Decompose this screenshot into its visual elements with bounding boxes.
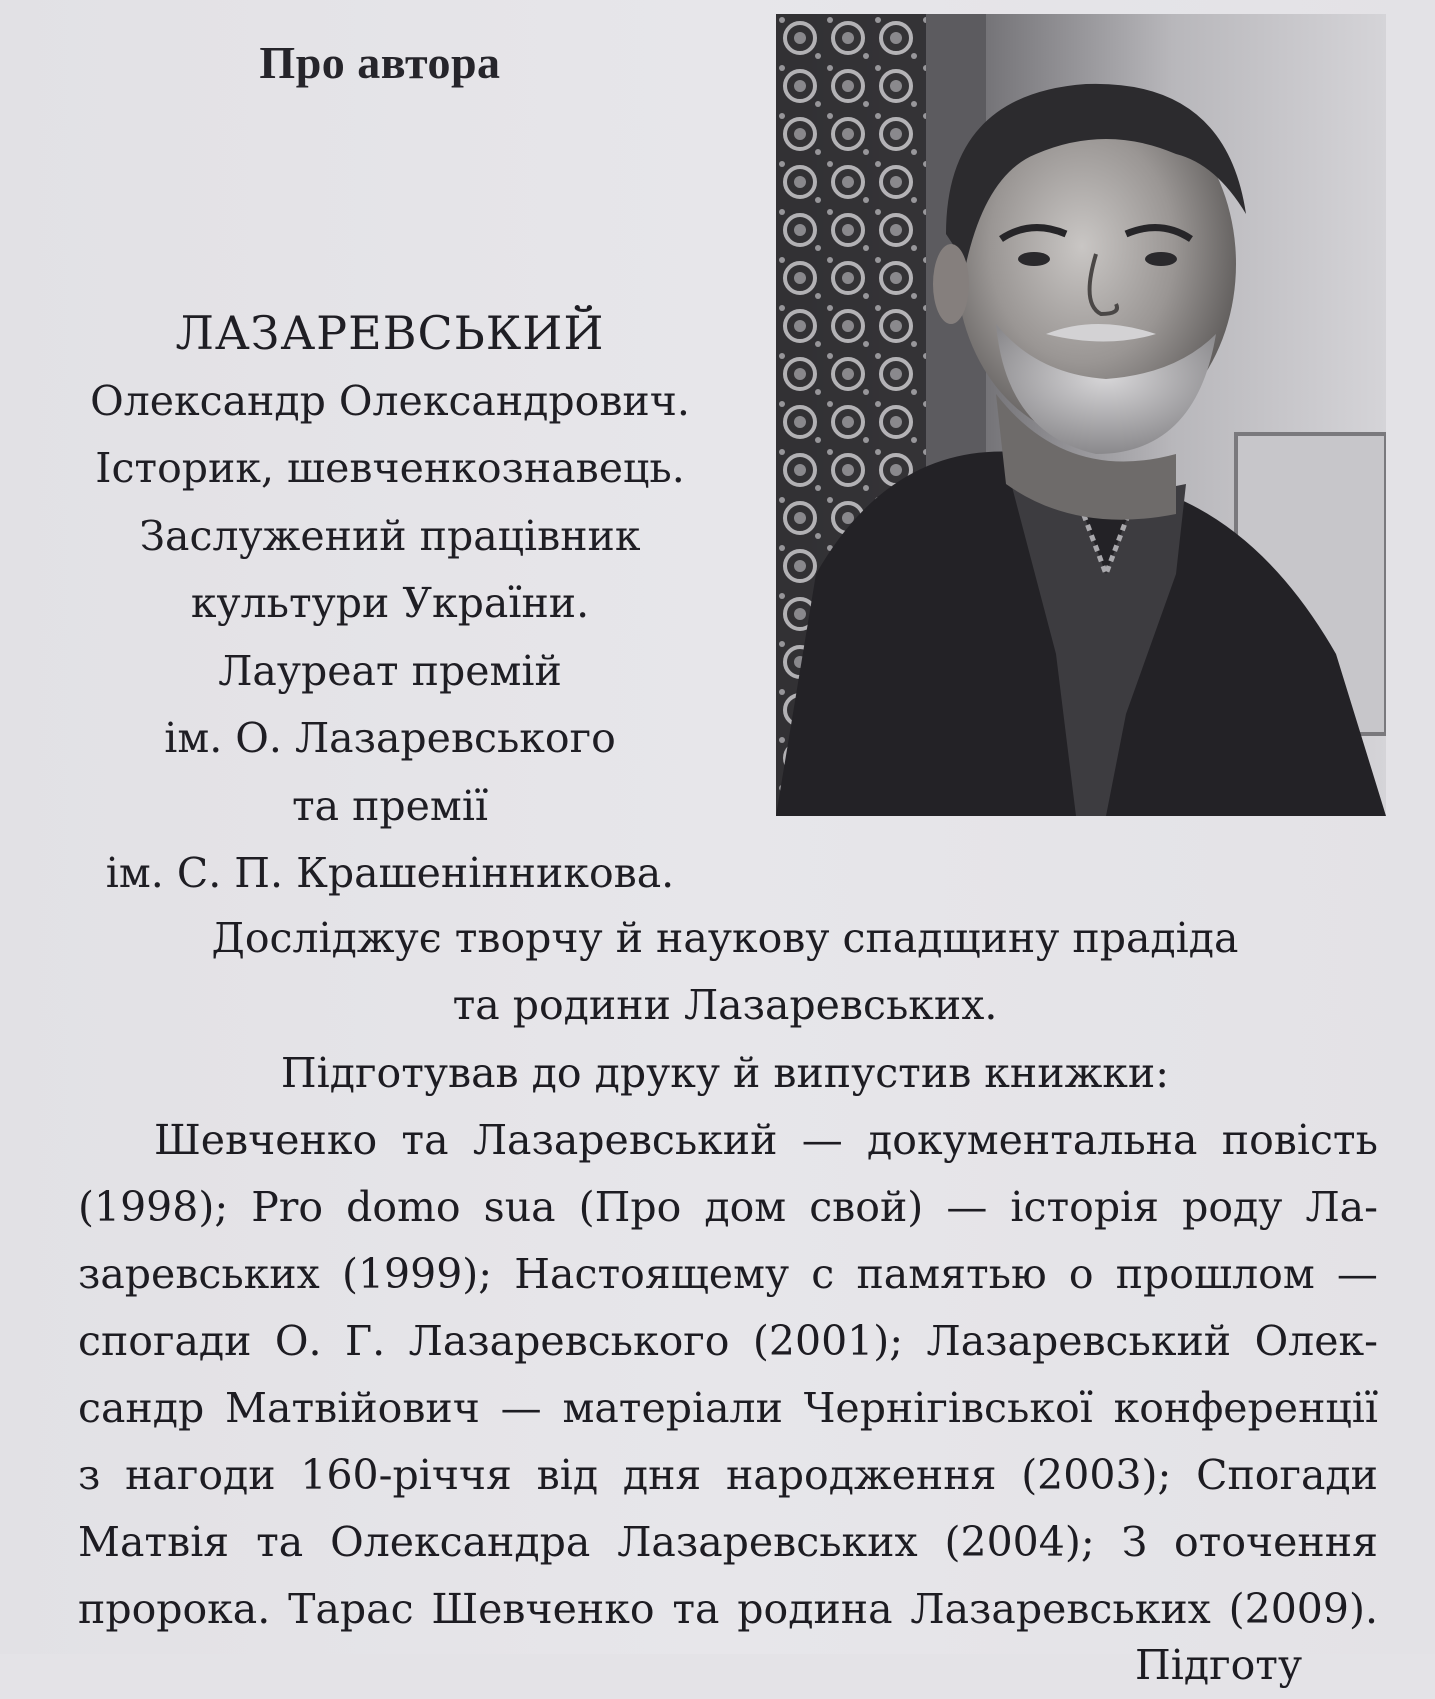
books-intro: Підготував до друку й випустив книжки: [280, 1049, 1170, 1097]
books-line [78, 1107, 1378, 1174]
bio-line: ім. С. П. Крашенінникова. [105, 849, 675, 897]
author-photo [776, 14, 1386, 816]
word: Лазаревського [408, 1317, 730, 1365]
word: історія [1010, 1183, 1160, 1231]
word: та [672, 1585, 720, 1633]
word: пророка. [78, 1585, 271, 1633]
word: памятью [856, 1250, 1047, 1298]
word: Pro [251, 1183, 324, 1231]
word: Лазаревський [472, 1116, 778, 1164]
research-line: та родини Лазаревських. [452, 981, 998, 1029]
word: Настоящему [514, 1250, 790, 1298]
word: (Про [578, 1183, 682, 1231]
word: прошлом [1115, 1250, 1315, 1298]
word: матеріали [562, 1384, 783, 1432]
word: Матвійович [225, 1384, 480, 1432]
word: родина [737, 1585, 893, 1633]
word: та [256, 1518, 304, 1566]
word: свой) [809, 1183, 924, 1231]
books-line [78, 1174, 1378, 1241]
books-line [78, 1509, 1378, 1576]
word: О. [274, 1317, 322, 1365]
author-surname: ЛАЗАРЕВСЬКИЙ [175, 306, 605, 360]
word: Лазаревських [910, 1585, 1211, 1633]
word: Лазаревських [617, 1518, 918, 1566]
word: нагоди [125, 1451, 276, 1499]
word: дня [622, 1451, 702, 1499]
word: — [1336, 1250, 1378, 1298]
author-bio [40, 300, 740, 908]
word: — [500, 1384, 542, 1432]
bio-line: ім. О. Лазаревського [164, 714, 616, 762]
word: документальна [867, 1116, 1198, 1164]
cut-off-text: Підготу [1135, 1641, 1303, 1689]
word: (2003); [1021, 1451, 1172, 1499]
word: sua [483, 1183, 556, 1231]
books-paragraph [78, 1107, 1378, 1643]
bio-line: та премії [291, 781, 489, 830]
bio-line: Заслужений працівник [139, 511, 641, 560]
word: — [946, 1183, 988, 1231]
word: Г. [345, 1317, 386, 1365]
books-line [78, 1241, 1378, 1308]
word: Олек- [1254, 1317, 1378, 1365]
bio-line: культури України. [190, 579, 590, 627]
word: Тарас [288, 1585, 414, 1633]
word: сандр [78, 1384, 205, 1432]
word: domo [346, 1183, 461, 1231]
word: та [401, 1116, 449, 1164]
word: — [801, 1116, 843, 1164]
word: о [1068, 1250, 1094, 1298]
word: повість [1221, 1116, 1378, 1164]
bio-line: Лауреат премій [218, 646, 562, 695]
word: Матвія [78, 1518, 230, 1566]
research-line: Досліджує творчу й наукову спадщину прадіда [211, 914, 1239, 962]
word: дом [704, 1183, 787, 1231]
word: конференції [1113, 1384, 1378, 1432]
books-line [78, 1375, 1378, 1442]
word: з [78, 1451, 101, 1499]
word: народження [726, 1451, 997, 1499]
word: (1998); [78, 1183, 229, 1231]
word: Ла- [1305, 1183, 1378, 1231]
word: с [811, 1250, 835, 1298]
word: Спогади [1196, 1451, 1378, 1499]
word: З [1121, 1518, 1148, 1566]
word: Шевченко [154, 1116, 378, 1164]
word: Лазаревський [926, 1317, 1232, 1365]
books-line [78, 1308, 1378, 1375]
word: Олександра [330, 1518, 591, 1566]
word: (2009). [1228, 1585, 1378, 1633]
word: 160-річчя [300, 1451, 512, 1499]
bio-line: Історик, шевченкознавець. [95, 444, 685, 492]
word: Чернігівської [803, 1384, 1093, 1432]
word: (1999); [341, 1250, 493, 1298]
word: від [536, 1451, 599, 1499]
word: (2004); [944, 1518, 1095, 1566]
books-line [78, 1442, 1378, 1509]
word: оточення [1174, 1518, 1378, 1566]
bio-line: Олександр Олександрович. [90, 376, 690, 425]
word: роду [1182, 1183, 1283, 1231]
research-paragraph [160, 905, 1290, 1039]
portrait-image [776, 14, 1386, 816]
word: (2001); [752, 1317, 904, 1365]
word: заревських [78, 1250, 320, 1298]
word: Шевченко [431, 1585, 655, 1633]
section-heading: Про автора [259, 37, 501, 88]
word: спогади [78, 1317, 252, 1365]
